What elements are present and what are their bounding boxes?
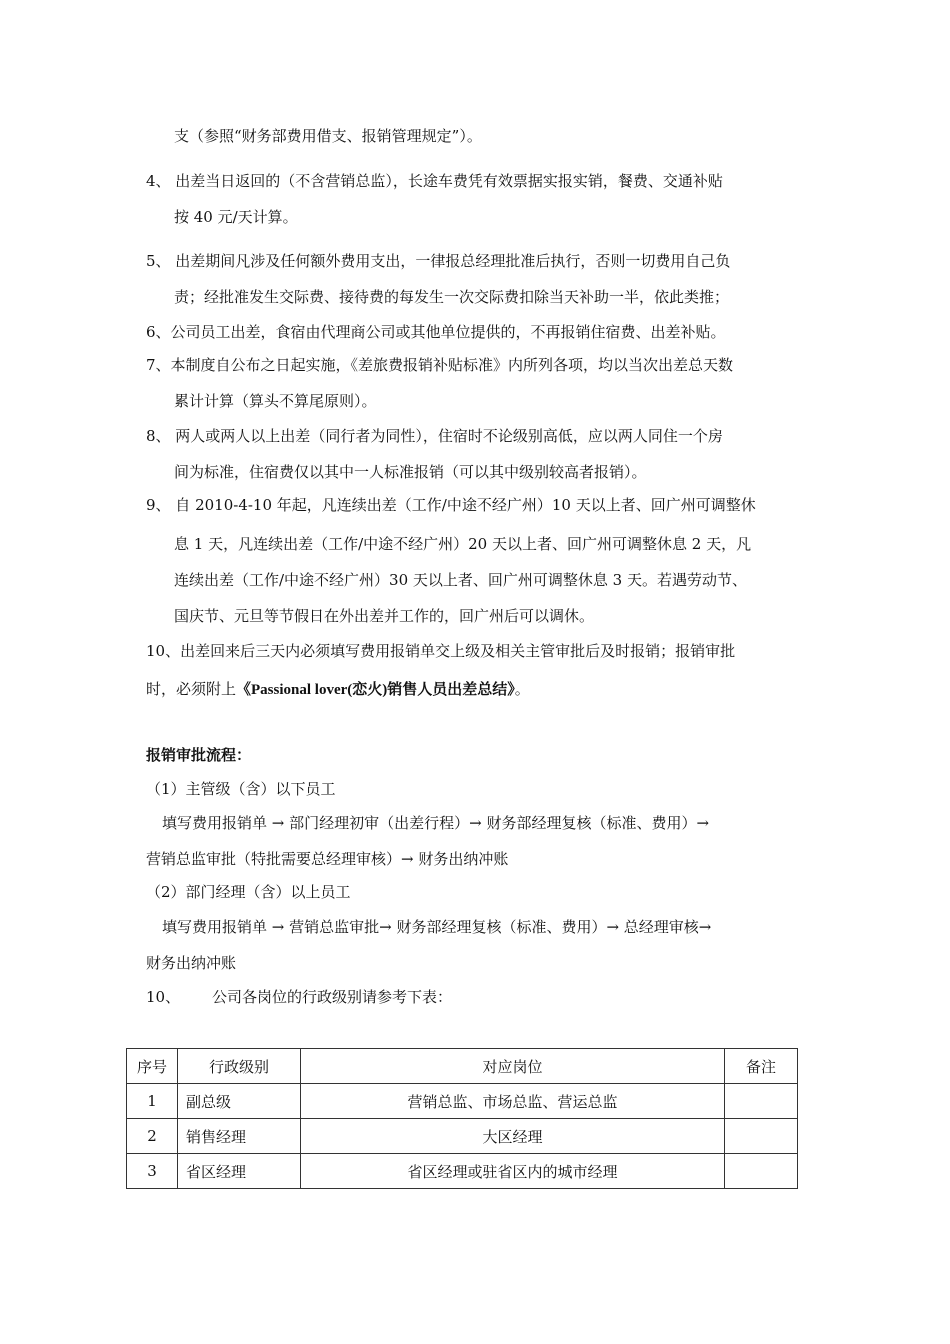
cell-level: 销售经理 (178, 1119, 301, 1154)
paragraph-line: 8、 两人或两人以上出差（同行者为同性），住宿时不论级别高低，应以两人同住一个房 (146, 427, 723, 445)
paragraph-line: 9、 自 2010-4-10 年起，凡连续出差（工作/中途不经广州）10 天以上者、回广州可调整休 (146, 496, 756, 514)
flow-group2-step-line: 填写费用报销单 → 营销总监审批→ 财务部经理复核（标准、费用）→ 总经理审核→ (162, 918, 712, 936)
cell-position: 营销总监、市场总监、营运总监 (301, 1084, 725, 1119)
table-intro-num: 10、 (146, 988, 181, 1006)
table-header-row (127, 1049, 798, 1084)
paragraph-line: 按 40 元/天计算。 (174, 208, 298, 226)
flow-group1-label: （1）主管级（含）以下员工 (146, 780, 336, 798)
paragraph-line: 间为标准，住宿费仅以其中一人标准报销（可以其中级别较高者报销）。 (174, 463, 647, 481)
attachment-suffix: 。 (514, 680, 530, 698)
header-note: 备注 (725, 1049, 798, 1084)
flow-group1-step-line: 营销总监审批（特批需要总经理审核）→ 财务出纳冲账 (146, 850, 509, 868)
cell-position: 大区经理 (301, 1119, 725, 1154)
paragraph-line: 7、本制度自公布之日起实施，《差旅费报销补贴标准》内所列各项，均以当次出差总天数 (146, 356, 734, 374)
paragraph-line: 6、公司员工出差，食宿由代理商公司或其他单位提供的，不再报销住宿费、出差补贴。 (146, 323, 726, 341)
cell-note (725, 1119, 798, 1154)
table-row (127, 1119, 798, 1154)
cell-no: 3 (127, 1154, 178, 1189)
level-table (126, 1048, 798, 1189)
paragraph-line: 4、 出差当日返回的（不含营销总监），长途车费凭有效票据实报实销，餐费、交通补贴 (146, 172, 723, 190)
attachment-prefix: 时，必须附上 (146, 680, 237, 698)
header-no: 序号 (127, 1049, 178, 1084)
cell-level: 副总级 (178, 1084, 301, 1119)
paragraph-line-attachment (146, 679, 530, 700)
cell-note (725, 1154, 798, 1189)
cell-no: 1 (127, 1084, 178, 1119)
paragraph-line: 责；经批准发生交际费、接待费的每发生一次交际费扣除当天补助一半，依此类推； (174, 288, 730, 306)
paragraph-line: 支（参照“财务部费用借支、报销管理规定”）。 (174, 127, 482, 145)
paragraph-line: 连续出差（工作/中途不经广州）30 天以上者、回广州可调整休息 3 天。若遇劳动节、 (174, 571, 747, 589)
header-level: 行政级别 (178, 1049, 301, 1084)
attachment-title: 《Passional lover(恋火)销售人员出差总结》 (236, 682, 515, 698)
paragraph-line: 5、 出差期间凡涉及任何额外费用支出，一律报总经理批准后执行，否则一切费用自己负 (146, 252, 731, 270)
flow-group2-step-line: 财务出纳冲账 (146, 954, 237, 972)
cell-position: 省区经理或驻省区内的城市经理 (301, 1154, 725, 1189)
paragraph-line: 10、出差回来后三天内必须填写费用报销单交上级及相关主管审批后及时报销；报销审批 (146, 642, 736, 660)
cell-level: 省区经理 (178, 1154, 301, 1189)
paragraph-line: 息 1 天，凡连续出差（工作/中途不经广州）20 天以上者、回广州可调整休息 2 天，凡 (174, 535, 752, 553)
flow-group2-label: （2）部门经理（含）以上员工 (146, 883, 351, 901)
flow-group1-step-line: 填写费用报销单 → 部门经理初审（出差行程）→ 财务部经理复核（标准、费用）→ (162, 814, 710, 832)
paragraph-line: 累计计算（算头不算尾原则）。 (174, 392, 377, 410)
header-position: 对应岗位 (301, 1049, 725, 1084)
table-row (127, 1084, 798, 1119)
cell-note (725, 1084, 798, 1119)
flow-title: 报销审批流程： (146, 746, 252, 764)
cell-no: 2 (127, 1119, 178, 1154)
table-row (127, 1154, 798, 1189)
table-intro-text: 公司各岗位的行政级别请参考下表： (212, 988, 453, 1006)
paragraph-line: 国庆节、元旦等节假日在外出差并工作的，回广州后可以调休。 (174, 607, 595, 625)
